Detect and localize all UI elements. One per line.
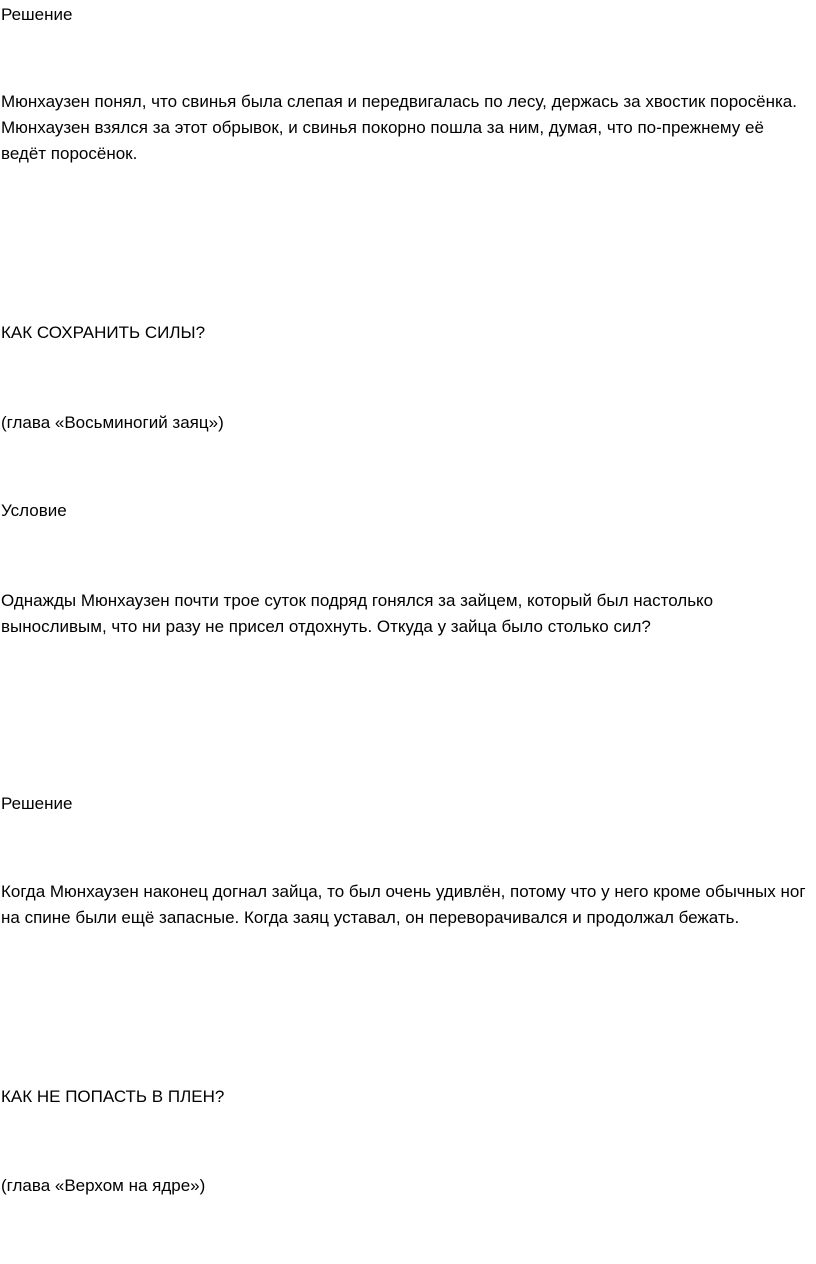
solution-label: Решение [1,794,73,813]
solution-paragraph: Когда Мюнхаузен наконец догнал зайца, то был очень удивлён, потому что у него кроме обычных ног на спине были ещё запасные. Когда заяц уставал, он переворачивался и продолжал бежать. [1,882,806,927]
condition-paragraph: Однажды Мюнхаузен почти трое суток подряд гонялся за зайцем, который был настолько выносливым, что ни разу не присел отдохнуть. Откуда у зайца было столько сил? [1,591,714,636]
solution-paragraph: Мюнхаузен понял, что свинья была слепая и передвигалась по лесу, держась за хвостик поросёнка. Мюнхаузен взялся за этот обрывок, и свинья покорно пошла за ним, думая, что по-прежнему её ведёт поросёнок. [1,92,797,163]
section-heading: КАК НЕ ПОПАСТЬ В ПЛЕН? [1,1087,225,1106]
chapter-reference: (глава «Верхом на ядре») [1,1176,206,1195]
solution-label: Решение [1,5,73,24]
chapter-reference: (глава «Восьминогий заяц») [1,413,224,432]
condition-label: Условие [1,501,67,520]
section-heading: КАК СОХРАНИТЬ СИЛЫ? [1,323,206,342]
